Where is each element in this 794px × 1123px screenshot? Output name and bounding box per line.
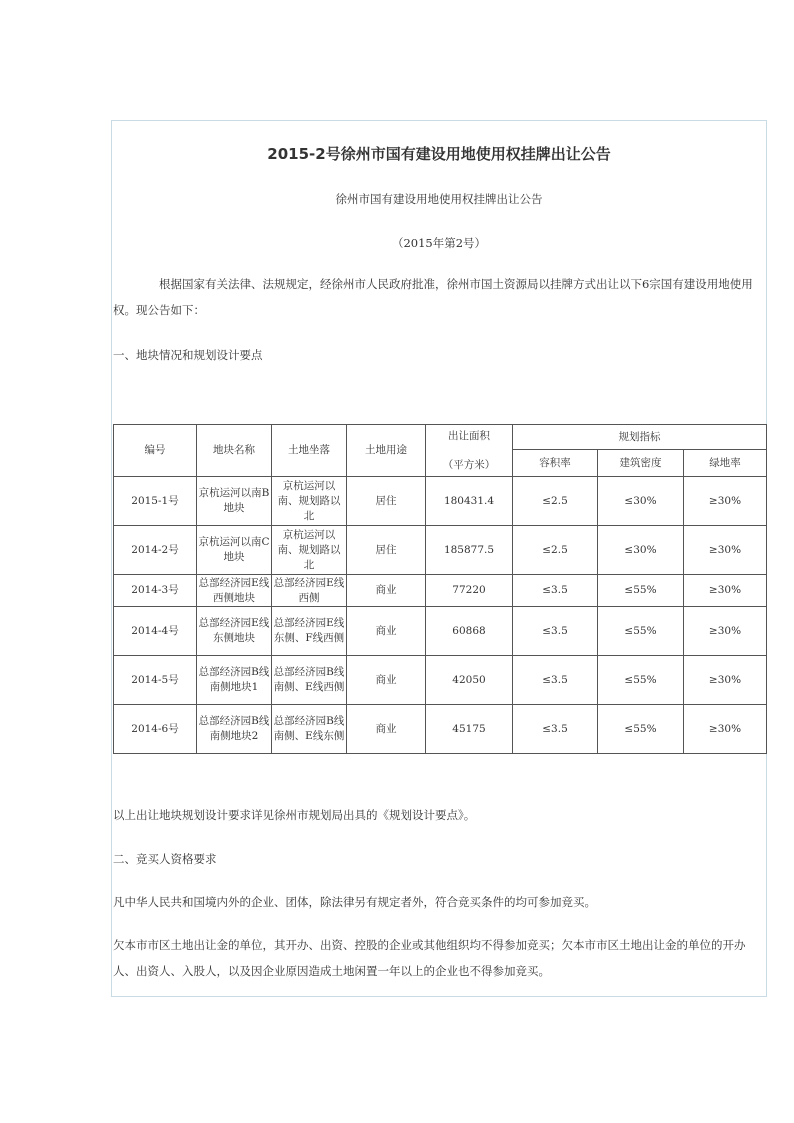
header-planning: 规划指标 <box>513 425 767 450</box>
cell-green: ≥30% <box>684 607 767 656</box>
cell-use: 商业 <box>347 607 426 656</box>
cell-number: 2014-5号 <box>114 656 197 705</box>
cell-number: 2014-3号 <box>114 575 197 607</box>
cell-density: ≤55% <box>598 607 684 656</box>
cell-density: ≤55% <box>598 656 684 705</box>
cell-number: 2014-2号 <box>114 526 197 575</box>
header-density: 建筑密度 <box>598 450 684 477</box>
header-area-label: 出让面积 <box>448 429 490 442</box>
cell-name: 总部经济园B线南侧地块2 <box>197 705 272 754</box>
cell-far: ≤3.5 <box>513 607 598 656</box>
cell-green: ≥30% <box>684 477 767 526</box>
header-area-unit: （平方米） <box>442 458 496 471</box>
cell-area: 42050 <box>426 656 513 705</box>
issue-number: （2015年第2号） <box>391 236 487 250</box>
header-far: 容积率 <box>513 450 598 477</box>
cell-area: 185877.5 <box>426 526 513 575</box>
cell-area: 60868 <box>426 607 513 656</box>
cell-area: 180431.4 <box>426 477 513 526</box>
cell-green: ≥30% <box>684 526 767 575</box>
cell-name: 总部经济园B线南侧地块1 <box>197 656 272 705</box>
cell-use: 商业 <box>347 705 426 754</box>
cell-density: ≤55% <box>598 705 684 754</box>
cell-far: ≤3.5 <box>513 705 598 754</box>
cell-use: 商业 <box>347 575 426 607</box>
header-name: 地块名称 <box>197 425 272 477</box>
section2-heading: 二、竞买人资格要求 <box>113 852 217 866</box>
cell-location: 京杭运河以南、规划路以北 <box>272 477 347 526</box>
cell-location: 总部经济园E线西侧 <box>272 575 347 607</box>
cell-green: ≥30% <box>684 575 767 607</box>
section1-heading: 一、地块情况和规划设计要点 <box>113 348 263 362</box>
cell-use: 商业 <box>347 656 426 705</box>
cell-green: ≥30% <box>684 705 767 754</box>
cell-area: 45175 <box>426 705 513 754</box>
table-row <box>114 607 767 656</box>
cell-green: ≥30% <box>684 656 767 705</box>
intro-paragraph: 根据国家有关法律、法规规定，经徐州市人民政府批准，徐州市国土资源局以挂牌方式出让以下6宗国有建设用地使用权。现公告如下： <box>113 277 753 317</box>
page-title: 2015-2号徐州市国有建设用地使用权挂牌出让公告 <box>267 145 611 163</box>
table-note: 以上出让地块规划设计要求详见徐州市规划局出具的《规划设计要点》。 <box>113 808 476 822</box>
cell-name: 京杭运河以南B地块 <box>197 477 272 526</box>
cell-location: 总部经济园B线南侧、E线西侧 <box>272 656 347 705</box>
subtitle: 徐州市国有建设用地使用权挂牌出让公告 <box>335 192 543 206</box>
cell-far: ≤2.5 <box>513 477 598 526</box>
cell-name: 总部经济园E线西侧地块 <box>197 575 272 607</box>
cell-number: 2015-1号 <box>114 477 197 526</box>
header-area <box>426 425 513 477</box>
table-row <box>114 526 767 575</box>
cell-density: ≤30% <box>598 526 684 575</box>
table-row <box>114 705 767 754</box>
cell-density: ≤55% <box>598 575 684 607</box>
cell-far: ≤2.5 <box>513 526 598 575</box>
land-table <box>113 424 767 754</box>
cell-name: 京杭运河以南C地块 <box>197 526 272 575</box>
cell-location: 京杭运河以南、规划路以北 <box>272 526 347 575</box>
cell-name: 总部经济园E线东侧地块 <box>197 607 272 656</box>
header-green: 绿地率 <box>684 450 767 477</box>
table-row <box>114 656 767 705</box>
header-number: 编号 <box>114 425 197 477</box>
qualification-paragraph-1: 凡中华人民共和国境内外的企业、团体，除法律另有规定者外，符合竞买条件的均可参加竞买。 <box>113 895 596 909</box>
cell-far: ≤3.5 <box>513 575 598 607</box>
table-row <box>114 575 767 607</box>
header-location: 土地坐落 <box>272 425 347 477</box>
cell-number: 2014-4号 <box>114 607 197 656</box>
cell-density: ≤30% <box>598 477 684 526</box>
cell-area: 77220 <box>426 575 513 607</box>
qualification-paragraph-2: 欠本市市区土地出让金的单位，其开办、出资、控股的企业或其他组织均不得参加竞买；欠本市市区土地出让金的单位的开办人、出资人、入股人，以及因企业原因造成土地闲置一年以上的企业也不得参加竞买。 <box>113 938 746 978</box>
cell-location: 总部经济园B线南侧、E线东侧 <box>272 705 347 754</box>
cell-number: 2014-6号 <box>114 705 197 754</box>
cell-use: 居住 <box>347 477 426 526</box>
cell-far: ≤3.5 <box>513 656 598 705</box>
cell-location: 总部经济园E线东侧、F线西侧 <box>272 607 347 656</box>
header-use: 土地用途 <box>347 425 426 477</box>
table-row <box>114 477 767 526</box>
cell-use: 居住 <box>347 526 426 575</box>
